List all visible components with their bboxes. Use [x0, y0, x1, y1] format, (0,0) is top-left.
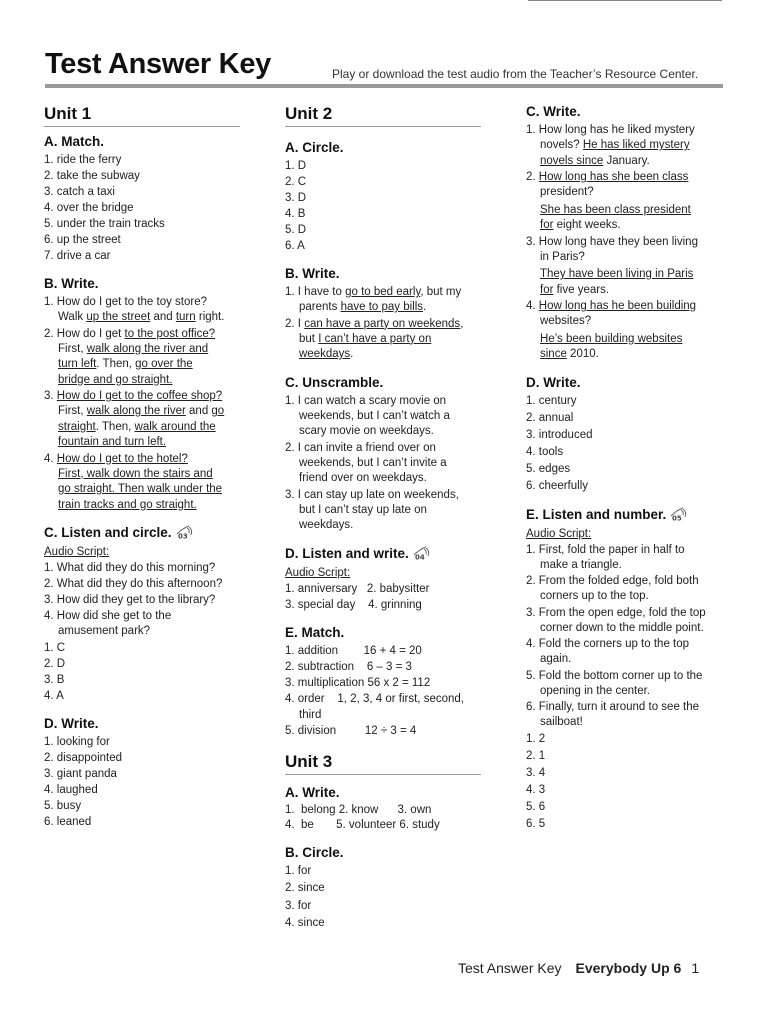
- list-item: 1. I can watch a scary movie on: [285, 394, 447, 407]
- list-item: 4. since: [285, 917, 325, 929]
- list-item-cont: opening in the center.: [540, 684, 650, 697]
- list-item: 2. annual: [526, 411, 574, 424]
- audio-track-icon: [669, 507, 689, 524]
- list-item: 4. How long has he been building: [526, 300, 697, 312]
- answer-line: They have been living in Paris: [540, 268, 694, 280]
- answer-line: websites?: [540, 315, 592, 327]
- list-item: 3. From the open edge, fold the top: [526, 606, 706, 619]
- u3-a-heading: A. Write.: [285, 784, 340, 800]
- answer-line: novels since January.: [540, 154, 650, 167]
- answer-line: First, walk along the river and go: [58, 405, 225, 417]
- answer-line: fountain and turn left.: [58, 436, 167, 448]
- list-item: 2. since: [285, 882, 325, 894]
- list-item: 5. edges: [526, 462, 571, 475]
- u1-b-answers: [44, 294, 244, 513]
- list-item: 4. over the bridge: [44, 202, 134, 214]
- answer-line: for eight weeks.: [540, 219, 621, 231]
- list-row: 2. subtraction 6 – 3 = 3: [285, 660, 412, 673]
- page-footer: [458, 960, 699, 976]
- list-item: 5. D: [285, 224, 307, 236]
- list-item: 4. A: [44, 689, 64, 702]
- audio-note: Play or download the test audio from the Teacher’s Resource Center.: [332, 67, 699, 81]
- list-item: 1. How long has he liked mystery: [526, 124, 695, 136]
- u2-b-heading: B. Write.: [285, 266, 340, 281]
- list-item: 3. How did they get to the library?: [44, 594, 216, 606]
- answer-line: First, walk down the stairs and: [58, 467, 213, 480]
- page-number: 1: [691, 960, 700, 976]
- unit-2-heading: Unit 2: [285, 104, 481, 127]
- audio-track-number: 03: [177, 532, 188, 539]
- list-row: 3. multiplication 56 x 2 = 112: [285, 676, 431, 689]
- list-item: 2. disappointed: [44, 751, 123, 764]
- u1-c-heading: C. Listen and circle. 03: [44, 525, 244, 542]
- u2-c-heading: C. Unscramble.: [285, 374, 384, 390]
- list-item: 3. introduced: [526, 428, 593, 441]
- list-item-cont: third: [299, 708, 322, 721]
- u2-a-heading: A. Circle.: [285, 140, 344, 155]
- top-rule: [528, 0, 722, 1]
- list-item-cont: corners up to the top.: [540, 590, 649, 602]
- list-item-cont: weekends, but I can’t invite a: [299, 456, 447, 469]
- list-item: 3. How long have they been living: [526, 235, 698, 248]
- list-item-cont: weekdays.: [299, 519, 354, 531]
- answer-line: She has been class president: [540, 203, 691, 216]
- list-item: 1. How do I get to the toy store?: [44, 296, 208, 308]
- page-title: Test Answer Key: [45, 48, 271, 80]
- list-item: 5. 6: [526, 800, 546, 813]
- list-item: 4. B: [285, 208, 306, 220]
- list-item: 1. D: [285, 160, 307, 172]
- list-item: 1. What did they do this morning?: [44, 562, 216, 574]
- column-2: [285, 104, 485, 933]
- list-item: 4. tools: [526, 445, 564, 458]
- list-item: 1. C: [44, 641, 66, 654]
- list-row: 4. be 5. volunteer 6. study: [285, 818, 440, 831]
- footer-book-title: Everybody Up 6: [575, 960, 682, 976]
- list-item: 1. for: [285, 864, 312, 877]
- answer-line: for five years.: [540, 283, 610, 296]
- u2-e-audio-script: Audio Script:: [526, 527, 592, 540]
- list-item-cont: scary movie on weekdays.: [299, 425, 434, 437]
- column-3: [526, 104, 726, 833]
- list-item: 4. laughed: [44, 783, 98, 796]
- list-row: 1. belong 2. know 3. own: [285, 803, 432, 816]
- list-item: 4. How do I get to the hotel?: [44, 452, 188, 465]
- list-item: 1. ride the ferry: [44, 154, 122, 166]
- u1-a-list: [44, 152, 244, 264]
- list-item: 2. C: [285, 176, 307, 188]
- list-item: 2. How do I get to the post office?: [44, 327, 216, 340]
- answer-line: president?: [540, 186, 594, 198]
- list-item: 2. 1: [526, 749, 546, 762]
- list-item: 6. up the street: [44, 234, 121, 246]
- list-item: 6. 5: [526, 817, 546, 830]
- list-item-cont: but I can’t stay up late on: [299, 503, 427, 516]
- list-item: 2. From the folded edge, fold both: [526, 575, 699, 587]
- u1-c-audio-script: Audio Script:: [44, 546, 110, 558]
- list-item: 3. How do I get to the coffee shop?: [44, 390, 223, 402]
- list-item: 2. D: [44, 657, 66, 670]
- answer-line: turn left. Then, go over the: [58, 358, 193, 370]
- list-item-cont: corner down to the middle point.: [540, 621, 704, 634]
- audio-track-number: 04: [414, 553, 425, 560]
- u2-d-audio-script: Audio Script:: [285, 566, 351, 579]
- unit-3-heading: Unit 3: [285, 752, 481, 775]
- list-item: 6. Finally, turn it around to see the: [526, 701, 700, 713]
- answer-line: train tracks and go straight.: [58, 498, 197, 511]
- answer-line: go straight. Then walk under the: [58, 483, 223, 495]
- answer-line: bridge and go straight.: [58, 373, 173, 386]
- list-item: 5. Fold the bottom corner up to the: [526, 669, 703, 682]
- u3-b-heading: B. Circle.: [285, 844, 344, 860]
- audio-track-number: 05: [672, 514, 683, 521]
- u2-e-heading: E. Match.: [285, 624, 345, 640]
- answer-line: weekdays.: [299, 348, 354, 360]
- list-item: 6. A: [285, 240, 305, 252]
- list-item: 3. giant panda: [44, 767, 117, 780]
- list-item: 3. for: [285, 899, 312, 912]
- list-item: 5. busy: [44, 799, 82, 812]
- list-item: 3. 4: [526, 766, 546, 779]
- u2-e-listen-heading: E. Listen and number. 05: [526, 507, 726, 524]
- list-item: 4. How did she get to the: [44, 610, 172, 622]
- list-row: 4. order 1, 2, 3, 4 or first, second,: [285, 692, 464, 705]
- u2-c-write-heading: C. Write.: [526, 104, 581, 119]
- list-item: 3. B: [44, 673, 65, 686]
- header-rule: [45, 84, 723, 88]
- answer-line: straight. Then, walk around the: [58, 420, 216, 433]
- list-item: 4. 3: [526, 783, 546, 796]
- list-item: 6. cheerfully: [526, 479, 589, 492]
- list-item: 3. catch a taxi: [44, 186, 115, 198]
- answer-line: parents have to pay bills.: [299, 301, 427, 313]
- list-item: 2. take the subway: [44, 170, 140, 182]
- list-item: 7. drive a car: [44, 250, 111, 262]
- answer-line: but I can’t have a party on: [299, 332, 432, 345]
- answer-line: in Paris?: [540, 250, 585, 263]
- list-row: 1. anniversary 2. babysitter: [285, 582, 430, 595]
- list-item-cont: friend over on weekdays.: [299, 472, 427, 484]
- list-item: 1. looking for: [44, 735, 110, 748]
- list-item-cont: make a triangle.: [540, 558, 622, 571]
- list-item-cont: amusement park?: [58, 625, 151, 637]
- list-item-cont: weekends, but I can’t watch a: [299, 409, 450, 422]
- list-item: 2. I can invite a friend over on: [285, 441, 436, 454]
- u2-d-write-heading: D. Write.: [526, 374, 581, 390]
- list-row: 3. special day 4. grinning: [285, 598, 422, 611]
- list-item: 2. I can have a party on weekends,: [285, 317, 464, 330]
- answer-line: He’s been building websites: [540, 332, 683, 345]
- answer-line: novels? He has liked mystery: [540, 139, 690, 151]
- list-item: 4. Fold the corners up to the top: [526, 638, 690, 650]
- footer-label: Test Answer Key: [458, 960, 562, 976]
- list-item: 1. First, fold the paper in half to: [526, 543, 685, 556]
- column-1: [44, 104, 244, 830]
- list-item: 1. 2: [526, 732, 546, 745]
- answer-line: Walk up the street and turn right.: [58, 311, 225, 323]
- answer-line: since 2010.: [540, 348, 599, 360]
- u2-d-heading: D. Listen and write. 04: [285, 546, 485, 563]
- list-item: 2. What did they do this afternoon?: [44, 578, 223, 590]
- unit-1-heading: Unit 1: [44, 104, 240, 127]
- list-item: 3. I can stay up late on weekends,: [285, 488, 459, 501]
- list-item: 2. How long has she been class: [526, 171, 689, 183]
- list-item-cont: again.: [540, 653, 572, 665]
- list-item: 1. I have to go to bed early, but my: [285, 286, 462, 298]
- list-row: 1. addition 16 + 4 = 20: [285, 644, 422, 657]
- u1-a-heading: A. Match.: [44, 134, 105, 149]
- list-item: 1. century: [526, 394, 577, 407]
- list-item-cont: sailboat!: [540, 716, 583, 728]
- list-item: 6. leaned: [44, 815, 92, 828]
- list-item: 5. under the train tracks: [44, 218, 165, 230]
- audio-track-icon: [412, 546, 432, 563]
- list-item: 3. D: [285, 192, 307, 204]
- u1-d-heading: D. Write.: [44, 715, 99, 731]
- list-row: 5. division 12 ÷ 3 = 4: [285, 724, 417, 737]
- u1-b-heading: B. Write.: [44, 276, 99, 291]
- answer-line: First, walk along the river and: [58, 342, 209, 355]
- audio-track-icon: [175, 525, 195, 542]
